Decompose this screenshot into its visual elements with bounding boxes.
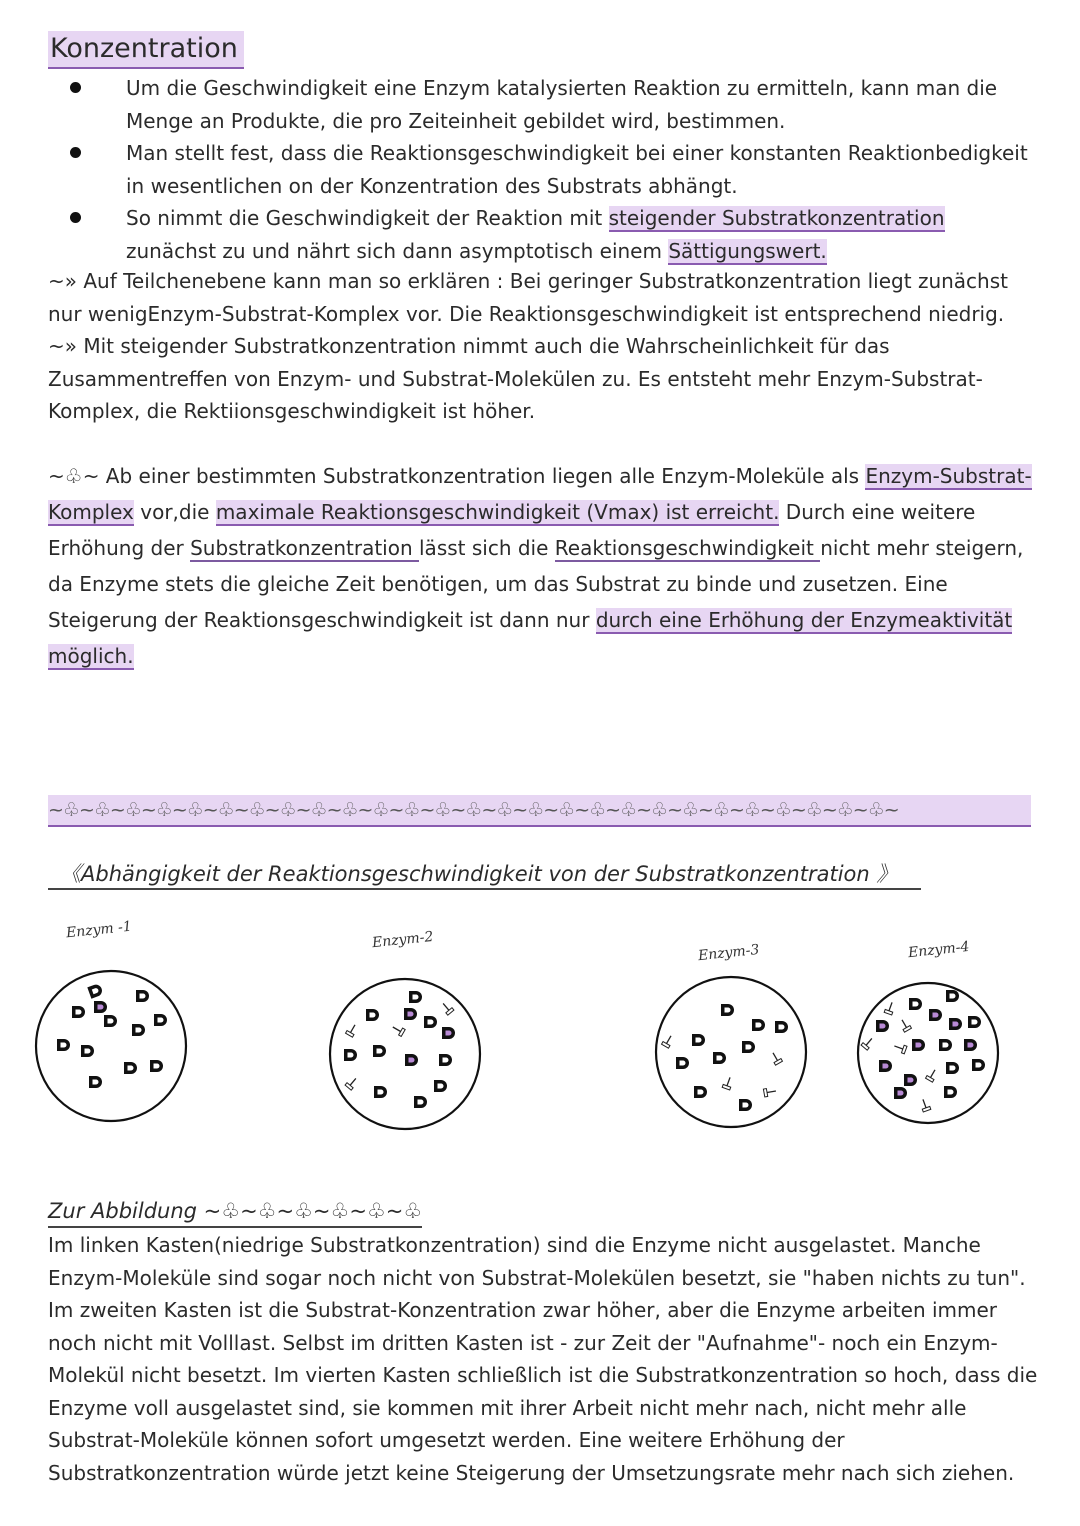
figure-label-2: Enzym-2 <box>371 928 435 952</box>
highlight-vmax: maximale Reaktionsgeschwindigkeit (Vmax) ist erreicht. <box>215 500 780 524</box>
circle-enzym-1 <box>36 971 186 1121</box>
text: Durch eine weitere Erhöhung der <box>48 500 976 560</box>
bullet-dot-icon <box>70 212 81 223</box>
bullet-item <box>60 72 1040 137</box>
text: ~♧~ Ab einer bestimmten Substratkonzentration liegen alle Enzym-Moleküle als <box>48 464 866 488</box>
highlight-saturation: Sättigungswert. <box>668 238 827 263</box>
highlight-substrate: steigender Substratkonzentration <box>608 206 945 230</box>
text: lässt sich die <box>419 536 555 560</box>
bullet-text: So nimmt die Geschwindigkeit der Reaktion mit <box>126 206 609 230</box>
paragraph-vmax <box>48 458 1038 674</box>
underline-speed: Reaktionsgeschwindigkeit <box>554 536 821 560</box>
underline-substrate: Substratkonzentration <box>190 536 419 560</box>
bullet-list <box>60 72 1040 267</box>
paragraph-particle-level: ~» Auf Teilchenebene kann man so erklären : Bei geringer Substratkonzentration liegt zunächst nur wenigEnzym-Substrat-Komplex vor. Die Reaktionsgeschwindigkeit ist entsprechend niedrig. <box>48 269 1008 326</box>
enzyme-substrate-figure <box>0 900 1080 1160</box>
highlight-complex: Enzym-Substrat-Komplex <box>48 464 1032 524</box>
text: vor,die <box>133 500 216 524</box>
page-title: Konzentration <box>48 31 244 69</box>
highlight-enzyme-activity: durch eine Erhöhung der Enzymeaktivität möglich. <box>48 608 1013 668</box>
circle-enzym-2 <box>330 979 480 1129</box>
caption-title: Zur Abbildung ~♧~♧~♧~♧~♧~♧ <box>48 1196 422 1228</box>
bullet-item <box>60 137 1040 202</box>
bullet-text: Man stellt fest, dass die Reaktionsgeschwindigkeit bei einer konstanten Reaktionbedigkeit in wesentlichen on der Konzentration des Substrats abhängt. <box>126 141 1028 198</box>
circle-enzym-3 <box>656 977 806 1127</box>
figure-label-3: Enzym-3 <box>697 941 761 965</box>
bullet-text: zunächst zu und nährt sich dann asymptotisch einem <box>126 238 669 263</box>
figure-label-1: Enzym -1 <box>65 918 133 942</box>
circle-enzym-4 <box>858 983 998 1123</box>
decorative-divider: ~♧~♧~♧~♧~♧~♧~♧~♧~♧~♧~♧~♧~♧~♧~♧~♧~♧~♧~♧~♧~♧~♧~♧~♧~♧~♧~♧~ <box>48 795 1031 827</box>
text: nicht mehr steigern, da Enzyme stets die gleiche Zeit benötigen, um das Substrat zu binde und zusetzen. Eine Steigerung der Reaktionsgeschwindigkeit ist dann nur <box>48 536 1024 632</box>
caption-body: Im linken Kasten(niedrige Substratkonzentration) sind die Enzyme nicht ausgelastet. Manche Enzym-Moleküle sind sogar noch nicht von Substrat-Molekülen besetzt, sie "haben nichts zu tun". Im zweiten Kasten ist die Substrat-Konzentration zwar höher, aber die Enzyme arbeiten immer noch nicht mit Volllast. Selbst im dritten Kasten ist - zur Zeit der "Aufnahme"- noch ein Enzym-Molekül nicht besetzt. Im vierten Kasten schließlich ist die Substratkonzentration so hoch, dass die Enzyme voll ausgelastet sind, sie kommen mit ihrer Arbeit nicht mehr nach, nicht mehr alle Substrat-Moleküle können sofort umgesetzt werden. Eine weitere Erhöhung der Substratkonzentration würde jetzt keine Steigerung der Umsetzungsrate mehr nach sich ziehen. <box>48 1233 1038 1485</box>
paragraph-probability: ~» Mit steigender Substratkonzentration nimmt auch die Wahrscheinlichkeit für das Zusammentreffen von Enzym- und Substrat-Molekülen zu. Es entsteht mehr Enzym-Substrat-Komplex, die Rektiionsgeschwindigkeit ist höher. <box>48 334 983 423</box>
section-title: 《Abhängigkeit der Reaktionsgeschwindigkeit von der Substratkonzentration 》 <box>48 860 921 890</box>
bullet-item <box>60 202 1040 267</box>
bullet-text: Um die Geschwindigkeit eine Enzym katalysierten Reaktion zu ermitteln, kann man die Menge an Produkte, die pro Zeiteinheit gebildet wird, bestimmen. <box>126 76 998 133</box>
bullet-dot-icon <box>70 82 81 93</box>
bullet-dot-icon <box>70 147 81 158</box>
figure-label-4: Enzym-4 <box>907 938 971 962</box>
